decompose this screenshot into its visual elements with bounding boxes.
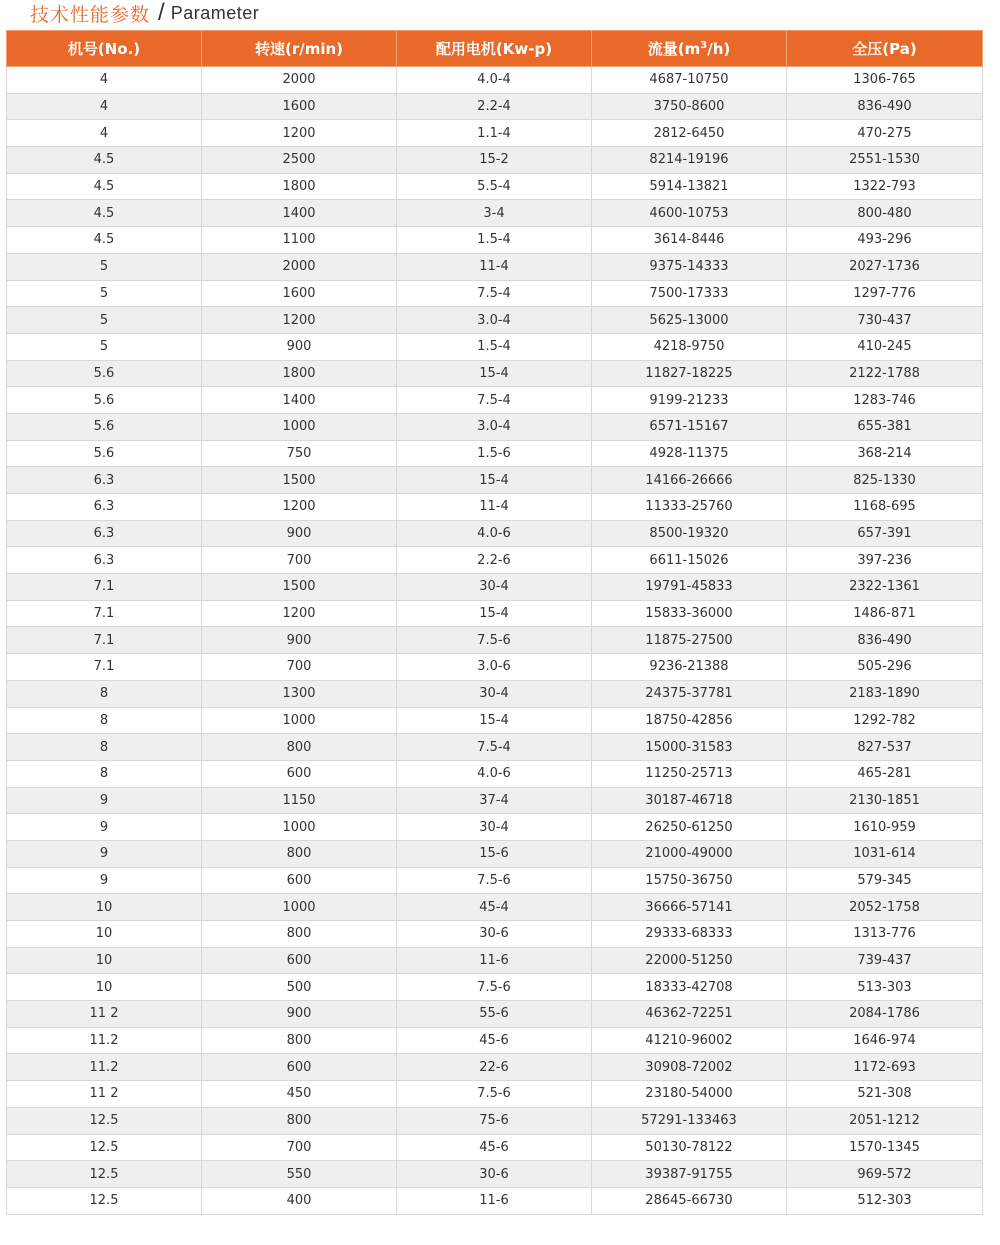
cell-pressure: 1283-746: [787, 387, 983, 414]
cell-model-no: 5: [7, 307, 202, 334]
cell-flow: 11333-25760: [592, 494, 787, 521]
cell-motor: 37-4: [397, 787, 592, 814]
cell-motor: 15-4: [397, 707, 592, 734]
cell-flow: 11250-25713: [592, 760, 787, 787]
cell-model-no: 6.3: [7, 494, 202, 521]
cell-model-no: 5.6: [7, 440, 202, 467]
cell-speed: 400: [202, 1187, 397, 1214]
cell-motor: 7.5-6: [397, 627, 592, 654]
cell-flow: 4600-10753: [592, 200, 787, 227]
cell-flow: 4218-9750: [592, 333, 787, 360]
cell-flow: 11827-18225: [592, 360, 787, 387]
cell-model-no: 11.2: [7, 1054, 202, 1081]
cell-speed: 700: [202, 654, 397, 681]
cell-motor: 4.0-6: [397, 760, 592, 787]
cell-model-no: 8: [7, 760, 202, 787]
cell-speed: 700: [202, 1134, 397, 1161]
cell-motor: 15-4: [397, 360, 592, 387]
cell-model-no: 9: [7, 867, 202, 894]
cell-motor: 1.1-4: [397, 120, 592, 147]
cell-model-no: 4.5: [7, 147, 202, 174]
cell-speed: 900: [202, 333, 397, 360]
table-row: [7, 974, 983, 1001]
cell-motor: 45-6: [397, 1027, 592, 1054]
cell-speed: 1300: [202, 680, 397, 707]
table-row: [7, 1027, 983, 1054]
table-row: [7, 520, 983, 547]
cell-model-no: 4.5: [7, 173, 202, 200]
cell-speed: 1200: [202, 494, 397, 521]
cell-motor: 30-4: [397, 574, 592, 601]
cell-motor: 75-6: [397, 1107, 592, 1134]
cell-model-no: 10: [7, 894, 202, 921]
cell-motor: 4.0-6: [397, 520, 592, 547]
cell-pressure: 2551-1530: [787, 147, 983, 174]
cell-model-no: 10: [7, 947, 202, 974]
heading-slash: /: [158, 0, 165, 26]
cell-flow: 3614-8446: [592, 227, 787, 254]
cell-flow: 57291-133463: [592, 1107, 787, 1134]
table-row: [7, 227, 983, 254]
cell-motor: 5.5-4: [397, 173, 592, 200]
cell-pressure: 493-296: [787, 227, 983, 254]
table-row: [7, 547, 983, 574]
cell-flow: 15000-31583: [592, 734, 787, 761]
cell-motor: 30-4: [397, 814, 592, 841]
table-row: [7, 93, 983, 120]
parameter-table: [6, 30, 983, 1215]
column-header-flow: 流量$(m^3/h)$: [592, 31, 787, 67]
cell-pressure: 2027-1736: [787, 253, 983, 280]
cell-model-no: 5: [7, 280, 202, 307]
cell-pressure: 2322-1361: [787, 574, 983, 601]
cell-speed: 1150: [202, 787, 397, 814]
cell-model-no: 9: [7, 840, 202, 867]
cell-flow: 9199-21233: [592, 387, 787, 414]
table-row: [7, 1001, 983, 1028]
cell-model-no: 11 2: [7, 1001, 202, 1028]
table-row: [7, 1187, 983, 1214]
cell-motor: 30-6: [397, 1161, 592, 1188]
cell-flow: 18333-42708: [592, 974, 787, 1001]
cell-speed: 900: [202, 520, 397, 547]
cell-flow: 14166-26666: [592, 467, 787, 494]
cell-model-no: 6.3: [7, 467, 202, 494]
cell-motor: 4.0-4: [397, 67, 592, 94]
cell-flow: 21000-49000: [592, 840, 787, 867]
table-row: [7, 627, 983, 654]
cell-pressure: 2084-1786: [787, 1001, 983, 1028]
cell-speed: 800: [202, 921, 397, 948]
cell-model-no: 5.6: [7, 360, 202, 387]
cell-pressure: 505-296: [787, 654, 983, 681]
column-header-motor: 配用电机(Kw-p): [397, 31, 592, 67]
cell-model-no: 4: [7, 93, 202, 120]
cell-motor: 7.5-4: [397, 387, 592, 414]
cell-speed: 450: [202, 1081, 397, 1108]
cell-pressure: 465-281: [787, 760, 983, 787]
cell-flow: 8214-19196: [592, 147, 787, 174]
cell-flow: 30908-72002: [592, 1054, 787, 1081]
cell-model-no: 12.5: [7, 1161, 202, 1188]
cell-flow: 26250-61250: [592, 814, 787, 841]
cell-flow: 11875-27500: [592, 627, 787, 654]
cell-pressure: 2122-1788: [787, 360, 983, 387]
cell-pressure: 1610-959: [787, 814, 983, 841]
cell-motor: 15-2: [397, 147, 592, 174]
cell-motor: 22-6: [397, 1054, 592, 1081]
cell-pressure: 470-275: [787, 120, 983, 147]
cell-pressure: 579-345: [787, 867, 983, 894]
cell-speed: 2000: [202, 253, 397, 280]
cell-speed: 600: [202, 1054, 397, 1081]
table-row: [7, 333, 983, 360]
cell-pressure: 836-490: [787, 93, 983, 120]
cell-speed: 1000: [202, 413, 397, 440]
cell-speed: 1200: [202, 120, 397, 147]
cell-flow: 15750-36750: [592, 867, 787, 894]
table-row: [7, 120, 983, 147]
cell-speed: 1100: [202, 227, 397, 254]
table-row: [7, 840, 983, 867]
cell-pressure: 1306-765: [787, 67, 983, 94]
cell-model-no: 5: [7, 333, 202, 360]
table-row: [7, 600, 983, 627]
cell-speed: 1500: [202, 574, 397, 601]
table-row: [7, 654, 983, 681]
cell-flow: 6571-15167: [592, 413, 787, 440]
cell-motor: 7.5-4: [397, 734, 592, 761]
cell-speed: 1000: [202, 707, 397, 734]
table-row: [7, 307, 983, 334]
table-row: [7, 867, 983, 894]
cell-flow: 23180-54000: [592, 1081, 787, 1108]
table-row: [7, 1081, 983, 1108]
cell-model-no: 5: [7, 253, 202, 280]
table-row: [7, 280, 983, 307]
cell-motor: 45-6: [397, 1134, 592, 1161]
cell-motor: 15-6: [397, 840, 592, 867]
table-row: [7, 921, 983, 948]
cell-speed: 1600: [202, 280, 397, 307]
cell-pressure: 2130-1851: [787, 787, 983, 814]
cell-model-no: 9: [7, 814, 202, 841]
cell-model-no: 8: [7, 734, 202, 761]
cell-model-no: 8: [7, 680, 202, 707]
column-header-speed: 转速(r/min): [202, 31, 397, 67]
cell-model-no: 6.3: [7, 547, 202, 574]
cell-pressure: 1486-871: [787, 600, 983, 627]
cell-motor: 7.5-6: [397, 867, 592, 894]
table-body: [7, 67, 983, 1215]
table-row: [7, 734, 983, 761]
cell-pressure: 800-480: [787, 200, 983, 227]
cell-flow: 15833-36000: [592, 600, 787, 627]
cell-motor: 11-6: [397, 947, 592, 974]
cell-pressure: 1168-695: [787, 494, 983, 521]
cell-model-no: 4.5: [7, 227, 202, 254]
cell-motor: 7.5-6: [397, 974, 592, 1001]
cell-speed: 550: [202, 1161, 397, 1188]
table-row: [7, 760, 983, 787]
cell-flow: 3750-8600: [592, 93, 787, 120]
cell-pressure: 368-214: [787, 440, 983, 467]
cell-motor: 2.2-4: [397, 93, 592, 120]
cell-flow: 2812-6450: [592, 120, 787, 147]
cell-model-no: 11 2: [7, 1081, 202, 1108]
cell-motor: 30-4: [397, 680, 592, 707]
cell-pressure: 1322-793: [787, 173, 983, 200]
cell-speed: 1500: [202, 467, 397, 494]
cell-speed: 1200: [202, 307, 397, 334]
cell-motor: 1.5-4: [397, 333, 592, 360]
cell-speed: 2500: [202, 147, 397, 174]
cell-motor: 55-6: [397, 1001, 592, 1028]
cell-flow: 36666-57141: [592, 894, 787, 921]
cell-speed: 600: [202, 760, 397, 787]
cell-flow: 50130-78122: [592, 1134, 787, 1161]
table-row: [7, 200, 983, 227]
cell-speed: 800: [202, 1027, 397, 1054]
cell-pressure: 1297-776: [787, 280, 983, 307]
cell-model-no: 5.6: [7, 387, 202, 414]
cell-motor: 3-4: [397, 200, 592, 227]
cell-pressure: 513-303: [787, 974, 983, 1001]
cell-speed: 900: [202, 1001, 397, 1028]
cell-pressure: 2051-1212: [787, 1107, 983, 1134]
cell-model-no: 12.5: [7, 1107, 202, 1134]
table-row: [7, 1107, 983, 1134]
cell-speed: 900: [202, 627, 397, 654]
cell-flow: 7500-17333: [592, 280, 787, 307]
cell-flow: 5914-13821: [592, 173, 787, 200]
cell-flow: 41210-96002: [592, 1027, 787, 1054]
cell-pressure: 2183-1890: [787, 680, 983, 707]
cell-flow: 30187-46718: [592, 787, 787, 814]
column-header-pressure: 全压(Pa): [787, 31, 983, 67]
cell-pressure: 825-1330: [787, 467, 983, 494]
cell-model-no: 7.1: [7, 627, 202, 654]
cell-model-no: 12.5: [7, 1187, 202, 1214]
table-row: [7, 494, 983, 521]
cell-flow: 29333-68333: [592, 921, 787, 948]
cell-motor: 7.5-4: [397, 280, 592, 307]
cell-flow: 4928-11375: [592, 440, 787, 467]
table-row: [7, 467, 983, 494]
column-header-model-no: 机号(No.): [7, 31, 202, 67]
table-row: [7, 413, 983, 440]
cell-model-no: 11.2: [7, 1027, 202, 1054]
cell-speed: 800: [202, 1107, 397, 1134]
cell-motor: 1.5-6: [397, 440, 592, 467]
cell-motor: 11-6: [397, 1187, 592, 1214]
table-row: [7, 814, 983, 841]
cell-pressure: 2052-1758: [787, 894, 983, 921]
cell-motor: 3.0-4: [397, 413, 592, 440]
cell-flow: 18750-42856: [592, 707, 787, 734]
cell-flow: 9236-21388: [592, 654, 787, 681]
cell-pressure: 512-303: [787, 1187, 983, 1214]
table-row: [7, 1134, 983, 1161]
cell-pressure: 521-308: [787, 1081, 983, 1108]
cell-pressure: 969-572: [787, 1161, 983, 1188]
cell-model-no: 4: [7, 120, 202, 147]
table-row: [7, 147, 983, 174]
table-row: [7, 787, 983, 814]
table-row: [7, 387, 983, 414]
cell-speed: 2000: [202, 67, 397, 94]
table-row: [7, 253, 983, 280]
cell-model-no: 8: [7, 707, 202, 734]
table-row: [7, 67, 983, 94]
table-row: [7, 1054, 983, 1081]
cell-pressure: 827-537: [787, 734, 983, 761]
table-row: [7, 680, 983, 707]
cell-speed: 500: [202, 974, 397, 1001]
cell-pressure: 657-391: [787, 520, 983, 547]
cell-flow: 4687-10750: [592, 67, 787, 94]
heading-title-cn: 技术性能参数: [30, 3, 151, 26]
cell-pressure: 410-245: [787, 333, 983, 360]
cell-speed: 1000: [202, 814, 397, 841]
table-row: [7, 360, 983, 387]
cell-model-no: 7.1: [7, 574, 202, 601]
cell-pressure: 1292-782: [787, 707, 983, 734]
cell-model-no: 6.3: [7, 520, 202, 547]
cell-speed: 750: [202, 440, 397, 467]
cell-flow: 8500-19320: [592, 520, 787, 547]
cell-model-no: 4: [7, 67, 202, 94]
cell-flow: 22000-51250: [592, 947, 787, 974]
cell-pressure: 1031-614: [787, 840, 983, 867]
cell-speed: 1200: [202, 600, 397, 627]
cell-model-no: 9: [7, 787, 202, 814]
table-row: [7, 707, 983, 734]
table-row: [7, 173, 983, 200]
cell-flow: 19791-45833: [592, 574, 787, 601]
cell-model-no: 10: [7, 974, 202, 1001]
cell-pressure: 1313-776: [787, 921, 983, 948]
cell-model-no: 10: [7, 921, 202, 948]
cell-model-no: 4.5: [7, 200, 202, 227]
cell-motor: 15-4: [397, 467, 592, 494]
cell-pressure: 397-236: [787, 547, 983, 574]
cell-speed: 1400: [202, 200, 397, 227]
cell-model-no: 7.1: [7, 654, 202, 681]
cell-speed: 800: [202, 840, 397, 867]
cell-pressure: 655-381: [787, 413, 983, 440]
cell-flow: 28645-66730: [592, 1187, 787, 1214]
cell-pressure: 739-437: [787, 947, 983, 974]
cell-speed: 1600: [202, 93, 397, 120]
table-row: [7, 440, 983, 467]
cell-motor: 11-4: [397, 253, 592, 280]
cell-speed: 800: [202, 734, 397, 761]
cell-speed: 700: [202, 547, 397, 574]
cell-motor: 7.5-6: [397, 1081, 592, 1108]
cell-pressure: 1646-974: [787, 1027, 983, 1054]
cell-motor: 45-4: [397, 894, 592, 921]
table-header-row: [7, 31, 983, 67]
table-row: [7, 894, 983, 921]
cell-pressure: 1172-693: [787, 1054, 983, 1081]
cell-model-no: 7.1: [7, 600, 202, 627]
cell-speed: 1800: [202, 173, 397, 200]
cell-speed: 600: [202, 947, 397, 974]
cell-flow: 39387-91755: [592, 1161, 787, 1188]
cell-flow: 9375-14333: [592, 253, 787, 280]
table-row: [7, 1161, 983, 1188]
cell-flow: 24375-37781: [592, 680, 787, 707]
cell-flow: 6611-15026: [592, 547, 787, 574]
cell-speed: 1800: [202, 360, 397, 387]
cell-pressure: 836-490: [787, 627, 983, 654]
cell-speed: 600: [202, 867, 397, 894]
cell-model-no: 5.6: [7, 413, 202, 440]
table-row: [7, 947, 983, 974]
cell-motor: 1.5-4: [397, 227, 592, 254]
cell-motor: 11-4: [397, 494, 592, 521]
section-heading: [30, 0, 259, 26]
cell-pressure: 730-437: [787, 307, 983, 334]
cell-flow: 5625-13000: [592, 307, 787, 334]
cell-motor: 15-4: [397, 600, 592, 627]
table-row: [7, 574, 983, 601]
cell-pressure: 1570-1345: [787, 1134, 983, 1161]
cell-motor: 3.0-4: [397, 307, 592, 334]
cell-motor: 30-6: [397, 921, 592, 948]
cell-motor: 2.2-6: [397, 547, 592, 574]
cell-motor: 3.0-6: [397, 654, 592, 681]
cell-flow: 46362-72251: [592, 1001, 787, 1028]
heading-title-en: Parameter: [170, 2, 260, 23]
cell-model-no: 12.5: [7, 1134, 202, 1161]
cell-speed: 1400: [202, 387, 397, 414]
cell-speed: 1000: [202, 894, 397, 921]
